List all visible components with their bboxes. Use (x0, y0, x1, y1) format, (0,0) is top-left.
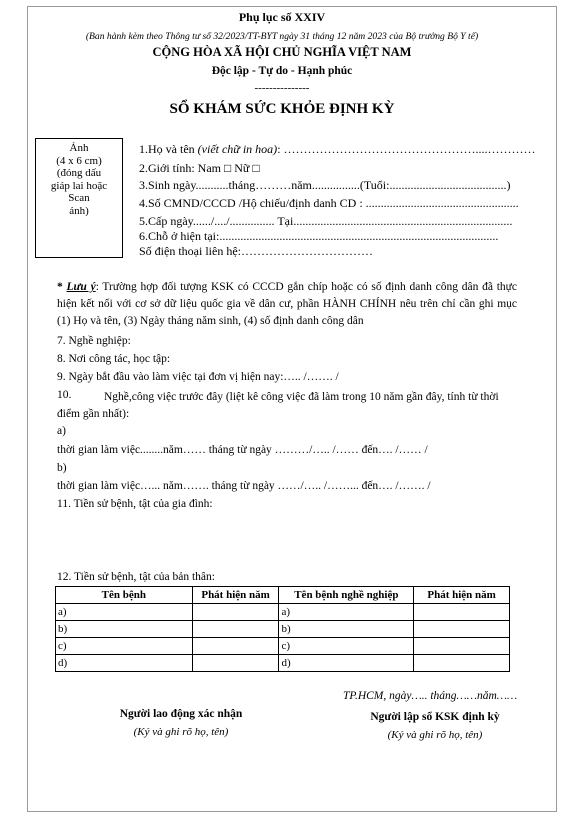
table-cell[interactable]: c) (56, 638, 193, 655)
motto: Độc lập - Tự do - Hạnh phúc (211, 65, 353, 77)
name-label: 1.Họ và tên (139, 142, 198, 156)
prev-jobs-number: 10. (57, 389, 72, 401)
table-cell[interactable] (414, 621, 510, 638)
divider: --------------- (254, 82, 310, 94)
photo-line: (đóng dấu (56, 167, 102, 179)
name-hint: (viết chữ in hoa) (197, 142, 278, 156)
prev-job-a-period: thời gian làm việc........năm…… tháng từ ngày ………/….. /…… đến…. /…… / (57, 444, 428, 456)
table-cell[interactable] (414, 638, 510, 655)
table-cell[interactable]: a) (56, 604, 193, 621)
note-paragraph: * Lưu ý: Trường hợp đối tượng KSK có CCCD gắn chíp hoặc có số định danh công dân đã thực hiện kết nối với cơ sở dữ liệu quốc gia về dân cư, phần HÀNH CHÍNH nêu trên chỉ cần ghi mục (1) Họ và tên, (3) Ngày tháng năm sinh, (4) số định danh công dân (57, 281, 518, 327)
table-row (56, 638, 510, 655)
photo-line: (4 x 6 cm) (56, 154, 102, 167)
job-field: 7. Nghề nghiệp: (57, 335, 131, 347)
name-dots: : …………………………………………....………… (277, 142, 536, 156)
table-cell[interactable]: b) (56, 621, 193, 638)
personal-history-label: 12. Tiền sử bệnh, tật của bản thân: (57, 571, 215, 583)
table-cell[interactable]: d) (56, 655, 193, 672)
name-field (139, 142, 536, 157)
gender-field: 2.Giới tính: Nam □ Nữ □ (139, 161, 260, 175)
table-cell[interactable] (414, 655, 510, 672)
place-date: TP.HCM, ngày….. tháng……năm…… (343, 690, 518, 702)
prev-job-a: a) (57, 425, 66, 437)
prev-job-b-period: thời gian làm việc…... năm……. tháng từ ngày ……/….. /……... đến…. /……. / (57, 480, 431, 492)
phone-field: Số điện thoại liên hệ:…………………………… (139, 244, 373, 258)
note-text: : Trường hợp đối tượng KSK có CCCD gắn chíp hoặc có số định danh công dân đã thực hiện kết nối với cơ sở dữ liệu quốc gia về dân cư, phần HÀNH CHÍNH nêu trên chỉ cần ghi mục (1) Họ và tên, (3) Ngày tháng năm sinh, (4) số định danh công dân (57, 281, 518, 327)
note-label: Lưu ý (66, 281, 96, 293)
col-occupational-detected-year: Phát hiện năm (414, 587, 510, 604)
prev-job-b: b) (57, 462, 67, 474)
photo-line: Scan (68, 192, 90, 204)
workplace-field: 8. Nơi công tác, học tập: (57, 353, 171, 365)
table-cell[interactable] (192, 621, 279, 638)
col-detected-year: Phát hiện năm (192, 587, 279, 604)
table-cell[interactable]: b) (279, 621, 414, 638)
prev-jobs-text: Nghề,công việc trước đây (liệt kê công việc đã làm trong 10 năm gần đây, tính từ thời điểm gần nhất): (57, 391, 499, 420)
col-occupational-disease: Tên bệnh nghề nghiệp (279, 587, 414, 604)
document-title: SỔ KHÁM SỨC KHỎE ĐỊNH KỲ (169, 101, 395, 117)
issue-field: 5.Cấp ngày....../..../............... Tại......................................................................... (139, 214, 513, 228)
dob-field: 3.Sinh ngày...........tháng………năm................(Tuổi:.......................................) (139, 178, 511, 192)
col-disease: Tên bệnh (56, 587, 193, 604)
history-table (55, 586, 510, 672)
table-row (56, 621, 510, 638)
appendix-label: Phụ lục số XXIV (238, 10, 326, 24)
address-field: 6.Chỗ ở hiện tại:............................................................................................. (139, 229, 499, 243)
start-date-field: 9. Ngày bắt đầu vào làm việc tại đơn vị hiện nay:….. /……. / (57, 371, 339, 383)
nation-title: CỘNG HÒA XÃ HỘI CHỦ NGHĨA VIỆT NAM (152, 45, 412, 59)
table-cell[interactable] (192, 655, 279, 672)
maker-signature-title: Người lập sổ KSK định kỳ (370, 711, 500, 723)
maker-signature-hint: (Ký và ghi rõ họ, tên) (387, 729, 483, 741)
table-cell[interactable]: c) (279, 638, 414, 655)
table-cell[interactable] (192, 638, 279, 655)
table-cell[interactable] (414, 604, 510, 621)
photo-line: ảnh) (69, 204, 89, 217)
worker-signature-title: Người lao động xác nhận (119, 708, 243, 720)
table-cell[interactable] (192, 604, 279, 621)
table-row (56, 655, 510, 672)
table-cell[interactable]: d) (279, 655, 414, 672)
table-header-row (56, 587, 510, 604)
photo-box (35, 138, 123, 258)
family-history-label: 11. Tiền sử bệnh, tật của gia đình: (57, 498, 213, 510)
table-cell[interactable]: a) (279, 604, 414, 621)
worker-signature-hint: (Ký và ghi rõ họ, tên) (133, 726, 229, 738)
id-field: 4.Số CMND/CCCD /Hộ chiếu/định danh CD : ................................................... (139, 196, 519, 210)
table-row (56, 604, 510, 621)
issued-with-note: (Ban hành kèm theo Thông tư số 32/2023/TT-BYT ngày 31 tháng 12 năm 2023 của Bộ trưởng Bộ Y tế) (85, 31, 479, 42)
photo-line: Ảnh (69, 142, 89, 154)
photo-line: giáp lai hoặc (50, 179, 108, 192)
